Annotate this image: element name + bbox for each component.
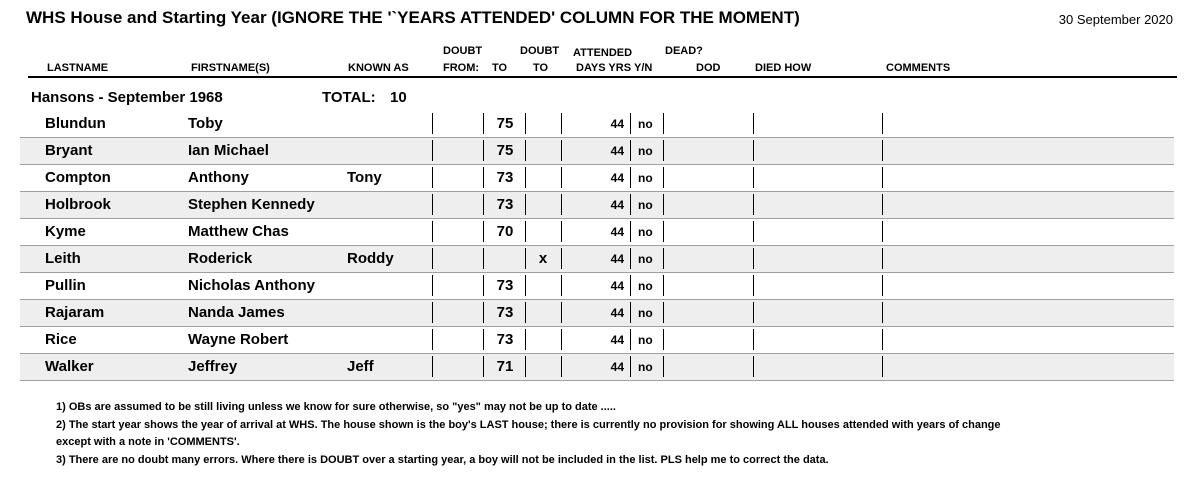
table-row (20, 111, 1174, 138)
to-cell: 73 (496, 169, 514, 186)
report-date: 30 September 2020 (1058, 12, 1173, 27)
header-comments: COMMENTS (886, 62, 951, 74)
column-divider (561, 194, 562, 215)
firstnames-cell: Jeffrey (188, 358, 238, 375)
column-divider (753, 140, 754, 161)
years-cell: 44 (610, 306, 624, 320)
header-dod: DOD (696, 62, 721, 74)
years-cell: 44 (610, 360, 624, 374)
header-known-as: KNOWN AS (348, 62, 409, 74)
column-divider (663, 167, 664, 188)
from-cell (437, 111, 482, 137)
table-row (20, 300, 1174, 327)
column-divider (525, 113, 526, 134)
column-divider (753, 275, 754, 296)
doubt-to-cell (528, 111, 558, 137)
section-title: Hansons - September 1968 (31, 89, 223, 106)
lastname-cell: Blundun (45, 115, 106, 132)
table-row (20, 138, 1174, 165)
column-divider (663, 140, 664, 161)
column-divider (882, 275, 883, 296)
column-divider (525, 221, 526, 242)
total-count: 10 (390, 89, 407, 106)
dead-cell: no (638, 279, 653, 293)
years-cell: 44 (610, 252, 624, 266)
column-divider (663, 248, 664, 269)
lastname-cell: Pullin (45, 277, 86, 294)
column-divider (663, 194, 664, 215)
footnote: 1) OBs are assumed to be still living unless we know for sure otherwise, so "yes" may not be up to date ..... (56, 401, 616, 413)
column-divider (525, 329, 526, 350)
doubt-to-cell (528, 165, 558, 191)
firstnames-cell: Anthony (188, 169, 249, 186)
column-divider (525, 140, 526, 161)
years-cell: 44 (610, 198, 624, 212)
to-cell: 73 (496, 331, 514, 348)
column-divider (663, 302, 664, 323)
column-divider (630, 167, 631, 188)
column-divider (630, 140, 631, 161)
firstnames-cell: Toby (188, 115, 223, 132)
doubt-to-cell (528, 327, 558, 353)
column-divider (753, 167, 754, 188)
header-doubt-to-1: DOUBT (520, 45, 560, 57)
to-cell: 73 (496, 277, 514, 294)
from-cell (437, 246, 482, 272)
dead-cell: no (638, 360, 653, 374)
column-divider (483, 194, 484, 215)
table-row (20, 273, 1174, 300)
column-divider (483, 356, 484, 377)
column-divider (525, 275, 526, 296)
known-as-cell: Jeff (347, 358, 374, 375)
column-divider (882, 329, 883, 350)
footnote: except with a note in 'COMMENTS'. (56, 436, 240, 448)
firstnames-cell: Roderick (188, 250, 253, 267)
header-from-doubt: DOUBT (443, 45, 483, 57)
column-divider (432, 221, 433, 242)
table-row (20, 354, 1174, 381)
column-divider (561, 275, 562, 296)
column-divider (483, 275, 484, 296)
column-divider (561, 221, 562, 242)
lastname-cell: Walker (45, 358, 94, 375)
column-divider (630, 275, 631, 296)
column-divider (882, 356, 883, 377)
lastname-cell: Kyme (45, 223, 86, 240)
header-doubt-to-2: TO (533, 62, 549, 74)
to-cell: 71 (496, 358, 514, 375)
header-died-how: DIED HOW (755, 62, 812, 74)
column-divider (483, 167, 484, 188)
dead-cell: no (638, 252, 653, 266)
column-divider (561, 248, 562, 269)
column-divider (753, 248, 754, 269)
dead-cell: no (638, 306, 653, 320)
lastname-cell: Rice (45, 331, 77, 348)
column-divider (630, 113, 631, 134)
column-divider (882, 221, 883, 242)
footnotes (56, 399, 1166, 469)
column-divider (882, 248, 883, 269)
known-as-cell: Tony (347, 169, 382, 186)
lastname-cell: Compton (45, 169, 111, 186)
years-cell: 44 (610, 279, 624, 293)
column-divider (483, 113, 484, 134)
firstnames-cell: Nanda James (188, 304, 285, 321)
firstnames-cell: Ian Michael (188, 142, 269, 159)
dead-cell: no (638, 144, 653, 158)
column-divider (663, 221, 664, 242)
years-cell: 44 (610, 144, 624, 158)
from-cell (437, 273, 482, 299)
column-divider (525, 167, 526, 188)
column-divider (753, 356, 754, 377)
column-divider (882, 140, 883, 161)
column-divider (561, 302, 562, 323)
doubt-to-cell (528, 354, 558, 380)
column-divider (432, 194, 433, 215)
column-divider (753, 221, 754, 242)
column-divider (483, 140, 484, 161)
header-attended-1: ATTENDED (573, 47, 633, 59)
column-divider (432, 140, 433, 161)
column-divider (663, 113, 664, 134)
years-cell: 44 (610, 117, 624, 131)
column-divider (525, 194, 526, 215)
column-divider (630, 302, 631, 323)
total-label: TOTAL: (322, 89, 376, 106)
header-dead: DEAD? (665, 45, 703, 57)
lastname-cell: Holbrook (45, 196, 111, 213)
footnote: 3) There are no doubt many errors. Where there is DOUBT over a starting year, a boy will not be included in the list. PLS help me to correct the data. (56, 453, 829, 466)
from-cell (437, 165, 482, 191)
column-divider (753, 194, 754, 215)
from-cell (437, 300, 482, 326)
years-cell: 44 (610, 225, 624, 239)
to-cell: 75 (496, 115, 514, 132)
doubt-to-cell (528, 138, 558, 164)
column-divider (432, 329, 433, 350)
column-divider (663, 329, 664, 350)
column-divider (483, 248, 484, 269)
column-divider (753, 329, 754, 350)
doubt-to-cell: x (538, 250, 548, 267)
dead-cell: no (638, 333, 653, 347)
firstnames-cell: Nicholas Anthony (188, 277, 315, 294)
firstnames-cell: Wayne Robert (188, 331, 289, 348)
table-row (20, 246, 1174, 273)
years-cell: 44 (610, 171, 624, 185)
table-row (20, 165, 1174, 192)
column-divider (483, 329, 484, 350)
column-divider (561, 140, 562, 161)
header-yn: Y/N (634, 62, 653, 74)
header-lastname: LASTNAME (47, 62, 109, 74)
column-divider (663, 356, 664, 377)
table-row (20, 219, 1174, 246)
from-cell (437, 138, 482, 164)
footnote: 2) The start year shows the year of arrival at WHS. The house shown is the boy's LAST house; there is currently no provision for showing ALL houses attended with years of change (56, 418, 1001, 431)
column-divider (663, 275, 664, 296)
lastname-cell: Rajaram (45, 304, 105, 321)
to-cell: 73 (496, 304, 514, 321)
firstnames-cell: Stephen Kennedy (188, 196, 315, 213)
header-attended-2: DAYS YRS (576, 62, 632, 74)
lastname-cell: Leith (45, 250, 81, 267)
to-cell: 73 (496, 196, 514, 213)
column-divider (753, 113, 754, 134)
from-cell (437, 192, 482, 218)
years-cell: 44 (610, 333, 624, 347)
column-divider (630, 329, 631, 350)
column-divider (882, 194, 883, 215)
column-divider (630, 356, 631, 377)
column-divider (483, 221, 484, 242)
from-cell (437, 327, 482, 353)
header-from: FROM: (443, 62, 480, 74)
known-as-cell: Roddy (347, 250, 394, 267)
page-title: WHS House and Starting Year (IGNORE THE '`YEARS ATTENDED' COLUMN FOR THE MOMENT) (26, 8, 800, 27)
dead-cell: no (638, 225, 653, 239)
dead-cell: no (638, 171, 653, 185)
column-divider (882, 302, 883, 323)
doubt-to-cell (528, 219, 558, 245)
column-divider (432, 248, 433, 269)
column-divider (561, 113, 562, 134)
table-row (20, 327, 1174, 354)
column-divider (525, 302, 526, 323)
header-firstnames: FIRSTNAME(S) (191, 62, 270, 74)
column-divider (882, 113, 883, 134)
from-cell (437, 219, 482, 245)
column-divider (630, 248, 631, 269)
from-cell (437, 354, 482, 380)
firstnames-cell: Matthew Chas (188, 223, 289, 240)
column-divider (630, 221, 631, 242)
column-divider (630, 194, 631, 215)
column-divider (525, 356, 526, 377)
column-divider (561, 329, 562, 350)
column-divider (882, 167, 883, 188)
doubt-to-cell (528, 273, 558, 299)
column-divider (525, 248, 526, 269)
dead-cell: no (638, 117, 653, 131)
to-cell (486, 246, 524, 272)
to-cell: 70 (496, 223, 514, 240)
table-row (20, 192, 1174, 219)
dead-cell: no (638, 198, 653, 212)
column-divider (432, 113, 433, 134)
doubt-to-cell (528, 192, 558, 218)
header-divider (28, 76, 1177, 78)
student-table (20, 111, 1174, 381)
column-divider (561, 167, 562, 188)
to-cell: 75 (496, 142, 514, 159)
column-divider (432, 275, 433, 296)
column-divider (483, 302, 484, 323)
column-divider (432, 167, 433, 188)
column-divider (561, 356, 562, 377)
doubt-to-cell (528, 300, 558, 326)
header-to: TO (492, 62, 508, 74)
column-divider (432, 356, 433, 377)
column-divider (432, 302, 433, 323)
lastname-cell: Bryant (45, 142, 93, 159)
column-divider (753, 302, 754, 323)
